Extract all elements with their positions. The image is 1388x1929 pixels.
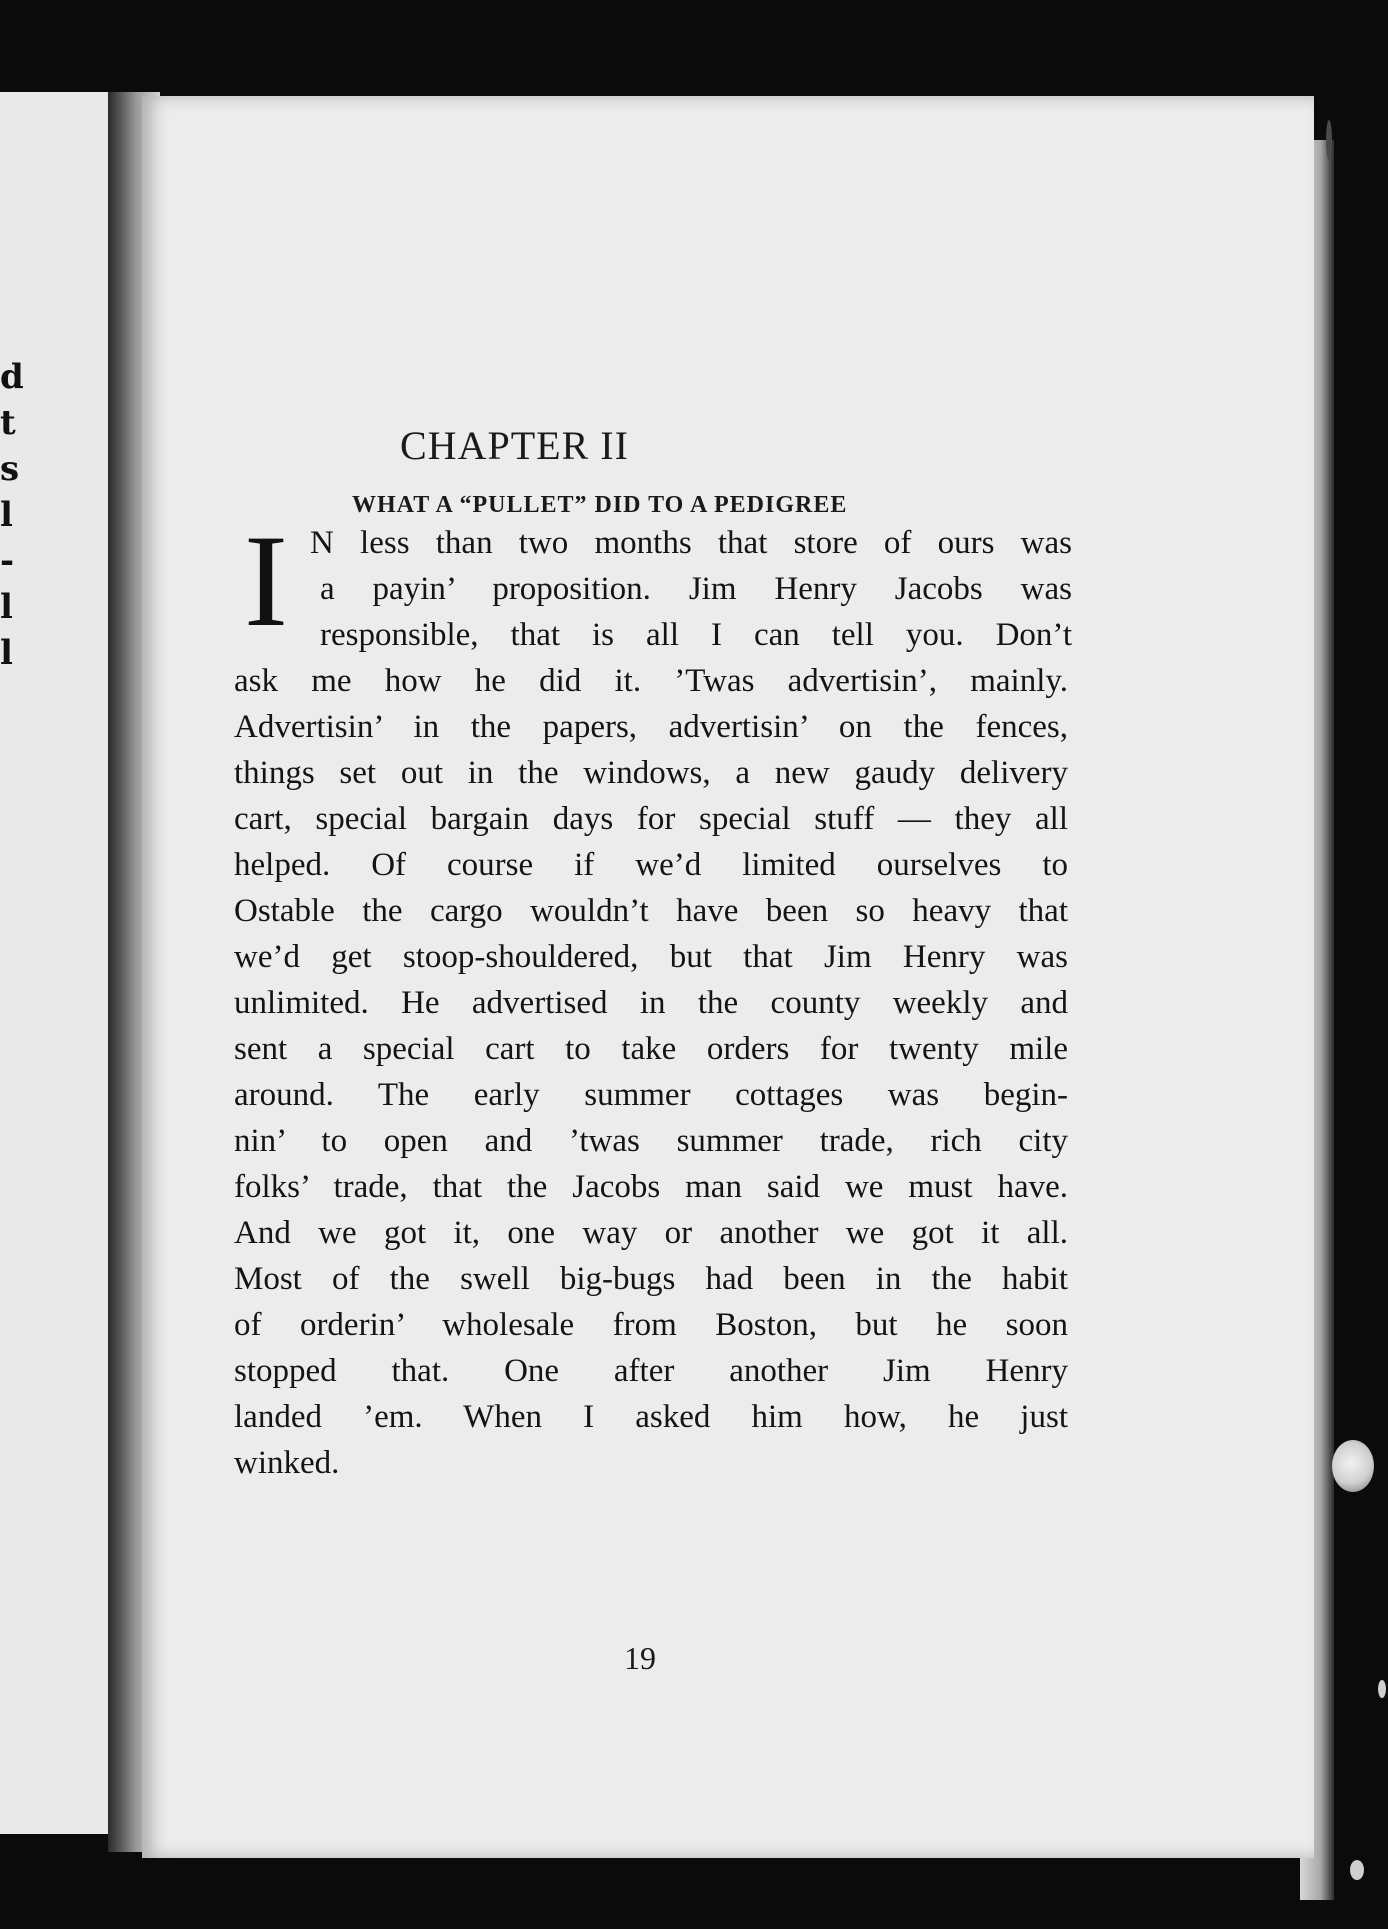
body-line: folks’ trade, that the Jacobs man said we must have.: [234, 1169, 1068, 1205]
body-line: things set out in the windows, a new gaudy delivery: [234, 755, 1068, 791]
body-line: N less than two months that store of ours was: [310, 525, 1072, 561]
left-edge-letter: -: [0, 541, 15, 581]
scan-speck: [1378, 1680, 1386, 1698]
body-line: Ostable the cargo wouldn’t have been so heavy that: [234, 893, 1068, 929]
body-line: And we got it, one way or another we got it all.: [234, 1215, 1068, 1251]
body-line: responsible, that is all I can tell you. Don’t: [320, 617, 1072, 653]
left-page-edge-text: [0, 354, 24, 676]
body-line: Advertisin’ in the papers, advertisin’ on the fences,: [234, 709, 1068, 745]
left-edge-letter: l: [0, 633, 13, 673]
body-line: Most of the swell big-bugs had been in the habit: [234, 1261, 1068, 1297]
body-line: landed ’em. When I asked him how, he just: [234, 1399, 1068, 1435]
body-line: ask me how he did it. ’Twas advertisin’, mainly.: [234, 663, 1068, 699]
chapter-subtitle: WHAT A “PULLET” DID TO A PEDIGREE: [352, 492, 848, 518]
body-line: nin’ to open and ’twas summer trade, rich city: [234, 1123, 1068, 1159]
scan-speck: [1350, 1860, 1364, 1880]
body-line: helped. Of course if we’d limited ourselves to: [234, 847, 1068, 883]
drop-cap: I: [244, 507, 288, 654]
body-line: winked.: [234, 1445, 340, 1481]
left-edge-letter: l: [0, 587, 13, 627]
left-edge-letter: t: [0, 403, 16, 443]
scan-artifact: [1332, 1440, 1374, 1492]
left-edge-letter: l: [0, 495, 13, 535]
body-line: we’d get stoop-shouldered, but that Jim Henry was: [234, 939, 1068, 975]
body-line: stopped that. One after another Jim Henry: [234, 1353, 1068, 1389]
body-line: cart, special bargain days for special stuff — they all: [234, 801, 1068, 837]
body-line: unlimited. He advertised in the county weekly and: [234, 985, 1068, 1021]
chapter-title: CHAPTER II: [400, 423, 629, 468]
left-edge-letter: d: [0, 357, 24, 397]
body-line: of orderin’ wholesale from Boston, but he soon: [234, 1307, 1068, 1343]
body-line: a payin’ proposition. Jim Henry Jacobs was: [320, 571, 1072, 607]
body-line: around. The early summer cottages was begin-: [234, 1077, 1068, 1113]
chapter-body: [234, 520, 1072, 1486]
body-line: sent a special cart to take orders for twenty mile: [234, 1031, 1068, 1067]
left-edge-letter: s: [0, 449, 20, 489]
scan-speck: [1326, 120, 1332, 160]
page-number: 19: [624, 1640, 656, 1676]
